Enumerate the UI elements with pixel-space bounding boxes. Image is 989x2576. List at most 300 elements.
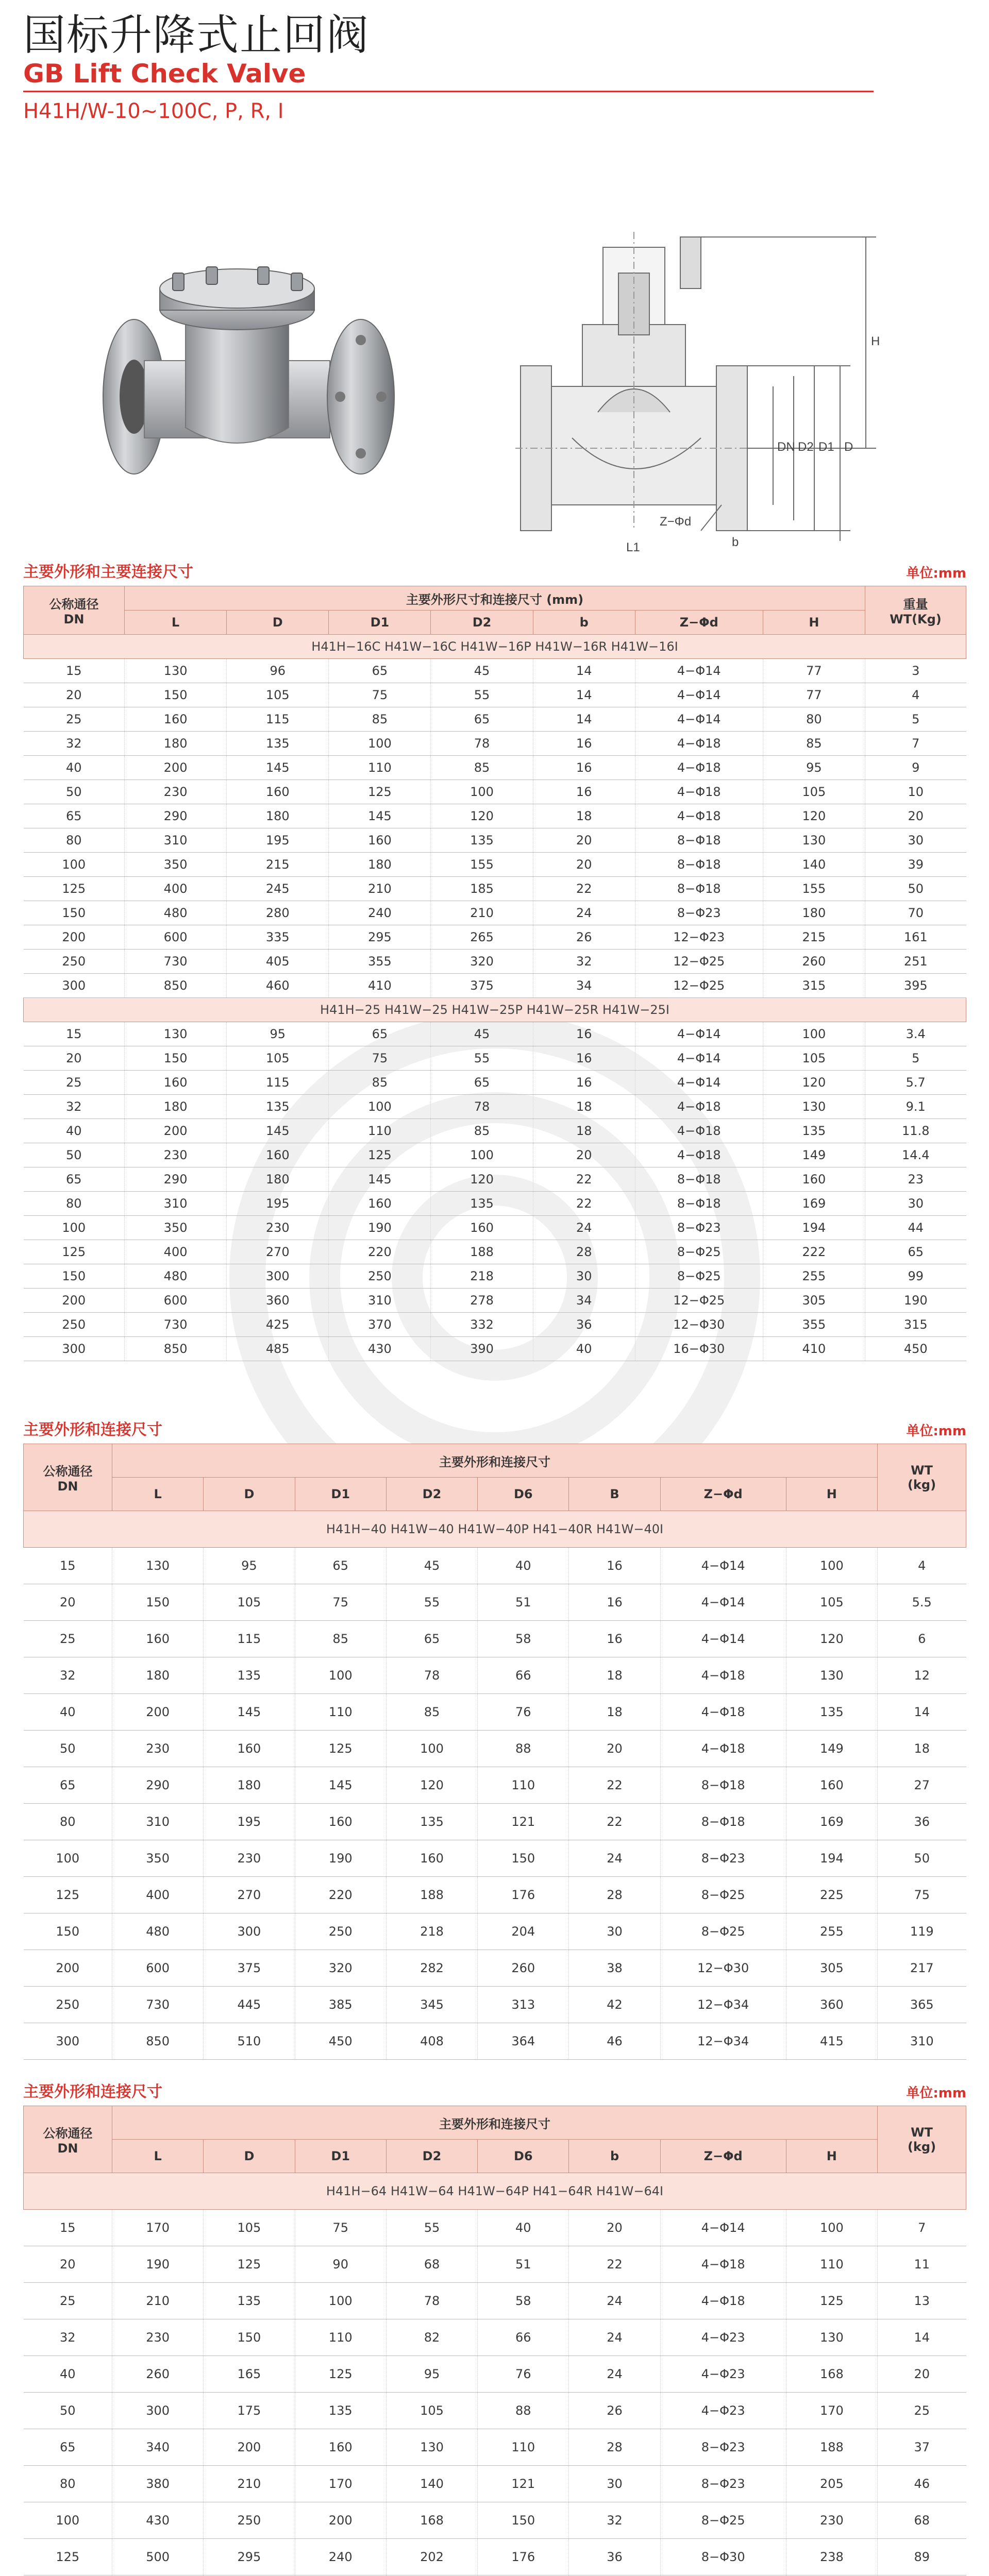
table-cell: 8−Φ23 — [635, 1216, 763, 1240]
table-cell: 25 — [24, 2283, 112, 2319]
table-cell: 250 — [24, 950, 125, 974]
table-cell: 364 — [478, 2023, 569, 2060]
table-cell: 12−Φ30 — [660, 1950, 786, 1987]
table-row — [24, 2023, 966, 2060]
table-row — [24, 974, 966, 998]
table-cell: 8−Φ18 — [660, 1767, 786, 1804]
dim-label-H: H — [871, 334, 880, 348]
table-cell: 345 — [386, 1987, 477, 2023]
dim-label-DN: DN — [777, 440, 795, 454]
table-cell: 195 — [204, 1804, 295, 1840]
table-cell: 8−Φ23 — [660, 1840, 786, 1877]
table-cell: 8−Φ18 — [635, 1192, 763, 1216]
table-cell: 170 — [786, 2393, 877, 2429]
table-cell: 105 — [204, 2210, 295, 2246]
table-cell: 75 — [295, 1584, 386, 1621]
table-cell: 51 — [478, 1584, 569, 1621]
table-cell: 8−Φ25 — [635, 1264, 763, 1289]
table-cell: 42 — [569, 1987, 660, 2023]
dim-label-L1: L1 — [626, 540, 640, 551]
table-cell: 135 — [227, 732, 329, 756]
table-cell: 10 — [865, 780, 966, 804]
table-cell: 14 — [533, 683, 635, 707]
table-cell: 125 — [24, 1877, 112, 1913]
table-cell: 200 — [204, 2429, 295, 2466]
table-cell: 600 — [112, 1950, 204, 1987]
table-cell: 100 — [786, 1548, 877, 1584]
table-cell: 8−Φ25 — [660, 2502, 786, 2539]
table-cell: 730 — [125, 1313, 227, 1337]
table-cell: 260 — [112, 2356, 204, 2393]
table-cell: 14 — [878, 2319, 966, 2356]
table-cell: 20 — [533, 828, 635, 853]
table-cell: 480 — [125, 1264, 227, 1289]
table-cell: 180 — [763, 901, 865, 925]
table-cell: 125 — [204, 2246, 295, 2283]
table-cell: 50 — [24, 2393, 112, 2429]
section-3-unit: 单位:mm — [906, 2086, 966, 2101]
table-cell: 65 — [386, 1621, 477, 1657]
table-cell: 40 — [533, 1337, 635, 1361]
table-cell: 4−Φ18 — [635, 732, 763, 756]
table-cell: 6 — [878, 1621, 966, 1657]
col-header-4: D6 — [478, 1478, 569, 1511]
section-2-title: 主要外形和连接尺寸 — [23, 1421, 162, 1439]
table-cell: 350 — [125, 1216, 227, 1240]
table-cell: 205 — [786, 2466, 877, 2502]
table-row — [24, 2246, 966, 2283]
table-cell: 105 — [204, 1584, 295, 1621]
table-cell: 130 — [786, 1657, 877, 1694]
table-cell: 4−Φ14 — [660, 1584, 786, 1621]
table-cell: 4−Φ18 — [635, 804, 763, 828]
table-row — [24, 1767, 966, 1804]
table-cell: 27 — [878, 1767, 966, 1804]
table-cell: 100 — [386, 1731, 477, 1767]
table-cell: 135 — [227, 1095, 329, 1119]
table-cell: 95 — [227, 1022, 329, 1046]
table-cell: 18 — [533, 804, 635, 828]
table-cell: 12−Φ34 — [660, 2023, 786, 2060]
table-cell: 176 — [478, 2539, 569, 2575]
col-header-4: D6 — [478, 2140, 569, 2173]
table-row — [24, 707, 966, 732]
col-header-2: D1 — [295, 2140, 386, 2173]
table-row — [24, 2356, 966, 2393]
table-cell: 38 — [569, 1950, 660, 1987]
col-header-dn: 公称通径 DN — [24, 1444, 112, 1511]
table-cell: 188 — [386, 1877, 477, 1913]
figure-area — [0, 170, 989, 551]
dim-label-D: D — [844, 440, 853, 454]
table-cell: 500 — [112, 2539, 204, 2575]
table-cell: 7 — [878, 2210, 966, 2246]
table-cell: 300 — [24, 974, 125, 998]
table-cell: 200 — [24, 925, 125, 950]
table-cell: 20 — [569, 1731, 660, 1767]
table-cell: 160 — [329, 1192, 431, 1216]
table-cell: 315 — [763, 974, 865, 998]
model-range: H41H/W-10~100C, P, R, I — [23, 99, 284, 123]
table-cell: 99 — [865, 1264, 966, 1289]
table-cell: 115 — [204, 1621, 295, 1657]
table-cell: 400 — [125, 877, 227, 901]
table-cell: 400 — [112, 1877, 204, 1913]
table-cell: 78 — [386, 1657, 477, 1694]
table-cell: 300 — [112, 2393, 204, 2429]
table-cell: 100 — [24, 853, 125, 877]
table-cell: 15 — [24, 659, 125, 683]
table-cell: 160 — [227, 1143, 329, 1167]
col-header-5: b — [569, 2140, 660, 2173]
table-cell: 400 — [125, 1240, 227, 1264]
table-cell: 5.5 — [878, 1584, 966, 1621]
table-cell: 120 — [763, 804, 865, 828]
table-cell: 194 — [786, 1840, 877, 1877]
table-cell: 44 — [865, 1216, 966, 1240]
table-cell: 168 — [386, 2502, 477, 2539]
table-cell: 220 — [295, 1877, 386, 1913]
table-cell: 300 — [227, 1264, 329, 1289]
table-cell: 130 — [786, 2319, 877, 2356]
table-cell: 4−Φ18 — [635, 1119, 763, 1143]
table-cell: 160 — [386, 1840, 477, 1877]
table-cell: 160 — [204, 1731, 295, 1767]
table-cell: 130 — [125, 1022, 227, 1046]
table-cell: 200 — [295, 2502, 386, 2539]
col-header-1: D — [204, 2140, 295, 2173]
table-cell: 218 — [431, 1264, 533, 1289]
table-cell: 195 — [227, 1192, 329, 1216]
table-cell: 238 — [786, 2539, 877, 2575]
table-cell: 155 — [431, 853, 533, 877]
table-cell: 16 — [569, 1548, 660, 1584]
table-cell: 161 — [865, 925, 966, 950]
table-cell: 120 — [386, 1767, 477, 1804]
table-cell: 150 — [204, 2319, 295, 2356]
table-cell: 105 — [786, 1584, 877, 1621]
table-cell: 194 — [763, 1216, 865, 1240]
table-cell: 8−Φ18 — [660, 1804, 786, 1840]
technical-drawing — [0, 170, 989, 551]
table-cell: 4−Φ23 — [660, 2356, 786, 2393]
model-group-row — [24, 2173, 966, 2210]
table-row — [24, 1264, 966, 1289]
table-cell: 18 — [878, 1731, 966, 1767]
table-cell: 250 — [329, 1264, 431, 1289]
table-cell: 65 — [24, 1167, 125, 1192]
table-cell: 18 — [569, 1694, 660, 1731]
table-cell: 135 — [431, 828, 533, 853]
table-cell: 22 — [569, 1804, 660, 1840]
table-row — [24, 1071, 966, 1095]
table-cell: 355 — [329, 950, 431, 974]
table-cell: 300 — [204, 1913, 295, 1950]
dim-label-Zd: Z−Φd — [660, 515, 692, 529]
table-cell: 150 — [24, 1264, 125, 1289]
table-cell: 204 — [478, 1913, 569, 1950]
table-cell: 16 — [569, 1621, 660, 1657]
table-cell: 24 — [569, 2283, 660, 2319]
table-cell: 185 — [431, 877, 533, 901]
table-cell: 125 — [329, 780, 431, 804]
section-1 — [23, 559, 966, 1361]
table-cell: 270 — [204, 1877, 295, 1913]
table-cell: 160 — [431, 1216, 533, 1240]
table-cell: 95 — [763, 756, 865, 780]
table-cell: 210 — [204, 2466, 295, 2502]
table-cell: 100 — [295, 1657, 386, 1694]
table-cell: 280 — [227, 901, 329, 925]
dim-label-D2: D2 — [798, 440, 814, 454]
table-cell: 600 — [125, 1289, 227, 1313]
table-cell: 77 — [763, 683, 865, 707]
table-cell: 105 — [763, 1046, 865, 1071]
table-cell: 120 — [763, 1071, 865, 1095]
table-cell: 85 — [763, 732, 865, 756]
table-cell: 58 — [478, 2283, 569, 2319]
table-cell: 85 — [431, 756, 533, 780]
table-cell: 30 — [533, 1264, 635, 1289]
table-cell: 4−Φ14 — [660, 1621, 786, 1657]
table-cell: 20 — [533, 853, 635, 877]
section-2-unit: 单位:mm — [906, 1423, 966, 1439]
table-cell: 32 — [24, 1095, 125, 1119]
table-cell: 65 — [24, 804, 125, 828]
table-cell: 28 — [569, 1877, 660, 1913]
table-cell: 230 — [204, 1840, 295, 1877]
table-cell: 180 — [125, 732, 227, 756]
table-cell: 75 — [329, 683, 431, 707]
table-cell: 4−Φ23 — [660, 2319, 786, 2356]
dimension-table-2 — [23, 1444, 966, 2060]
table-cell: 217 — [878, 1950, 966, 1987]
table-cell: 55 — [386, 2210, 477, 2246]
col-header-wt: 重量 WT(Kg) — [865, 586, 966, 635]
col-header-0: L — [112, 2140, 204, 2173]
dimension-table-3 — [23, 2106, 966, 2576]
table-cell: 220 — [329, 1240, 431, 1264]
col-header-0: L — [125, 611, 227, 635]
table-cell: 145 — [329, 804, 431, 828]
table-cell: 24 — [533, 1216, 635, 1240]
table-cell: 450 — [295, 2023, 386, 2060]
table-cell: 18 — [569, 1657, 660, 1694]
table-cell: 16 — [569, 1584, 660, 1621]
table-cell: 375 — [204, 1950, 295, 1987]
table-cell: 260 — [763, 950, 865, 974]
table-cell: 36 — [878, 1804, 966, 1840]
table-cell: 8−Φ18 — [635, 877, 763, 901]
table-cell: 850 — [112, 2023, 204, 2060]
table-cell: 65 — [329, 659, 431, 683]
table-cell: 100 — [329, 1095, 431, 1119]
table-cell: 80 — [24, 1192, 125, 1216]
table-cell: 20 — [24, 1046, 125, 1071]
table-cell: 270 — [227, 1240, 329, 1264]
table-cell: 121 — [478, 1804, 569, 1840]
table-cell: 110 — [329, 756, 431, 780]
table-cell: 460 — [227, 974, 329, 998]
table-cell: 32 — [24, 1657, 112, 1694]
table-cell: 46 — [878, 2466, 966, 2502]
table-cell: 78 — [431, 1095, 533, 1119]
table-cell: 24 — [569, 2319, 660, 2356]
table-cell: 26 — [569, 2393, 660, 2429]
table-cell: 65 — [295, 1548, 386, 1584]
table-cell: 250 — [24, 1313, 125, 1337]
table-cell: 30 — [569, 1913, 660, 1950]
col-header-3: D2 — [431, 611, 533, 635]
table-cell: 14 — [533, 659, 635, 683]
col-header-6: H — [763, 611, 865, 635]
table-cell: 255 — [786, 1913, 877, 1950]
table-cell: 40 — [478, 2210, 569, 2246]
table-cell: 46 — [569, 2023, 660, 2060]
table-cell: 85 — [386, 1694, 477, 1731]
table-cell: 310 — [878, 2023, 966, 2060]
col-header-6: Z−Φd — [660, 1478, 786, 1511]
table-cell: 16 — [533, 1071, 635, 1095]
table-cell: 5.7 — [865, 1071, 966, 1095]
table-cell: 50 — [865, 877, 966, 901]
table-cell: 8−Φ25 — [660, 1913, 786, 1950]
table-cell: 215 — [227, 853, 329, 877]
table-cell: 85 — [329, 707, 431, 732]
table-cell: 168 — [786, 2356, 877, 2393]
table-cell: 12−Φ23 — [635, 925, 763, 950]
table-cell: 65 — [431, 707, 533, 732]
page-title-zh: 国标升降式止回阀 — [23, 11, 370, 60]
table-cell: 16 — [533, 1046, 635, 1071]
table-cell: 8−Φ23 — [660, 2429, 786, 2466]
table-cell: 12−Φ34 — [660, 1987, 786, 2023]
table-cell: 115 — [227, 707, 329, 732]
table-cell: 100 — [786, 2210, 877, 2246]
table-cell: 68 — [386, 2246, 477, 2283]
table-row — [24, 1840, 966, 1877]
table-cell: 510 — [204, 2023, 295, 2060]
table-row — [24, 1119, 966, 1143]
table-cell: 180 — [125, 1095, 227, 1119]
table-cell: 45 — [431, 1022, 533, 1046]
table-cell: 415 — [786, 2023, 877, 2060]
table-cell: 40 — [24, 1119, 125, 1143]
table-cell: 80 — [24, 828, 125, 853]
table-cell: 40 — [24, 756, 125, 780]
table-cell: 20 — [533, 1143, 635, 1167]
table-cell: 480 — [112, 1913, 204, 1950]
table-cell: 36 — [533, 1313, 635, 1337]
table-cell: 195 — [227, 828, 329, 853]
col-header-2: D1 — [329, 611, 431, 635]
table-cell: 20 — [24, 1584, 112, 1621]
table-cell: 120 — [786, 1621, 877, 1657]
table-cell: 430 — [329, 1337, 431, 1361]
table-cell: 150 — [478, 2502, 569, 2539]
table-cell: 385 — [295, 1987, 386, 2023]
table-cell: 160 — [329, 828, 431, 853]
table-cell: 45 — [386, 1548, 477, 1584]
table-cell: 230 — [786, 2502, 877, 2539]
table-cell: 4−Φ18 — [660, 1694, 786, 1731]
table-row — [24, 1584, 966, 1621]
table-cell: 190 — [295, 1840, 386, 1877]
table-cell: 230 — [112, 1731, 204, 1767]
table-cell: 32 — [24, 2319, 112, 2356]
table-cell: 95 — [204, 1548, 295, 1584]
table-cell: 4−Φ23 — [660, 2393, 786, 2429]
table-cell: 32 — [24, 732, 125, 756]
table-cell: 4−Φ14 — [635, 707, 763, 732]
table-cell: 130 — [112, 1548, 204, 1584]
col-header-2: D1 — [295, 1478, 386, 1511]
table-cell: 290 — [125, 1167, 227, 1192]
section-2 — [23, 1417, 966, 2060]
table-cell: 225 — [786, 1877, 877, 1913]
table-cell: 155 — [763, 877, 865, 901]
table-cell: 100 — [431, 1143, 533, 1167]
table-cell: 290 — [125, 804, 227, 828]
table-row — [24, 1240, 966, 1264]
table-cell: 16 — [533, 756, 635, 780]
table-cell: 300 — [24, 2023, 112, 2060]
table-cell: 50 — [24, 1143, 125, 1167]
table-cell: 290 — [112, 1767, 204, 1804]
table-cell: 218 — [386, 1913, 477, 1950]
table-cell: 230 — [112, 2319, 204, 2356]
table-cell: 130 — [763, 828, 865, 853]
table-cell: 65 — [24, 1767, 112, 1804]
table-cell: 70 — [865, 901, 966, 925]
table-cell: 282 — [386, 1950, 477, 1987]
table-cell: 8−Φ18 — [635, 1167, 763, 1192]
table-cell: 90 — [295, 2246, 386, 2283]
table-cell: 68 — [878, 2502, 966, 2539]
table-cell: 210 — [329, 877, 431, 901]
table-row — [24, 1095, 966, 1119]
col-header-0: L — [112, 1478, 204, 1511]
table-cell: 160 — [112, 1621, 204, 1657]
table-cell: 55 — [431, 1046, 533, 1071]
col-header-wt: WT (kg) — [878, 2106, 966, 2173]
table-cell: 13 — [878, 2283, 966, 2319]
table-row — [24, 1950, 966, 1987]
table-cell: 25 — [878, 2393, 966, 2429]
table-cell: 145 — [295, 1767, 386, 1804]
table-cell: 200 — [125, 756, 227, 780]
table-cell: 265 — [431, 925, 533, 950]
table-cell: 190 — [112, 2246, 204, 2283]
table-cell: 210 — [431, 901, 533, 925]
table-cell: 65 — [24, 2429, 112, 2466]
table-cell: 355 — [763, 1313, 865, 1337]
table-cell: 390 — [431, 1337, 533, 1361]
table-cell: 40 — [24, 2356, 112, 2393]
table-cell: 395 — [865, 974, 966, 998]
table-row — [24, 1046, 966, 1071]
table-cell: 4−Φ14 — [660, 1548, 786, 1584]
table-cell: 149 — [763, 1143, 865, 1167]
table-cell: 145 — [227, 756, 329, 780]
table-row — [24, 877, 966, 901]
col-header-dn: 公称通径 DN — [24, 586, 125, 635]
table-cell: 370 — [329, 1313, 431, 1337]
table-cell: 730 — [112, 1987, 204, 2023]
table-cell: 30 — [865, 1192, 966, 1216]
table-cell: 350 — [125, 853, 227, 877]
table-cell: 202 — [386, 2539, 477, 2575]
